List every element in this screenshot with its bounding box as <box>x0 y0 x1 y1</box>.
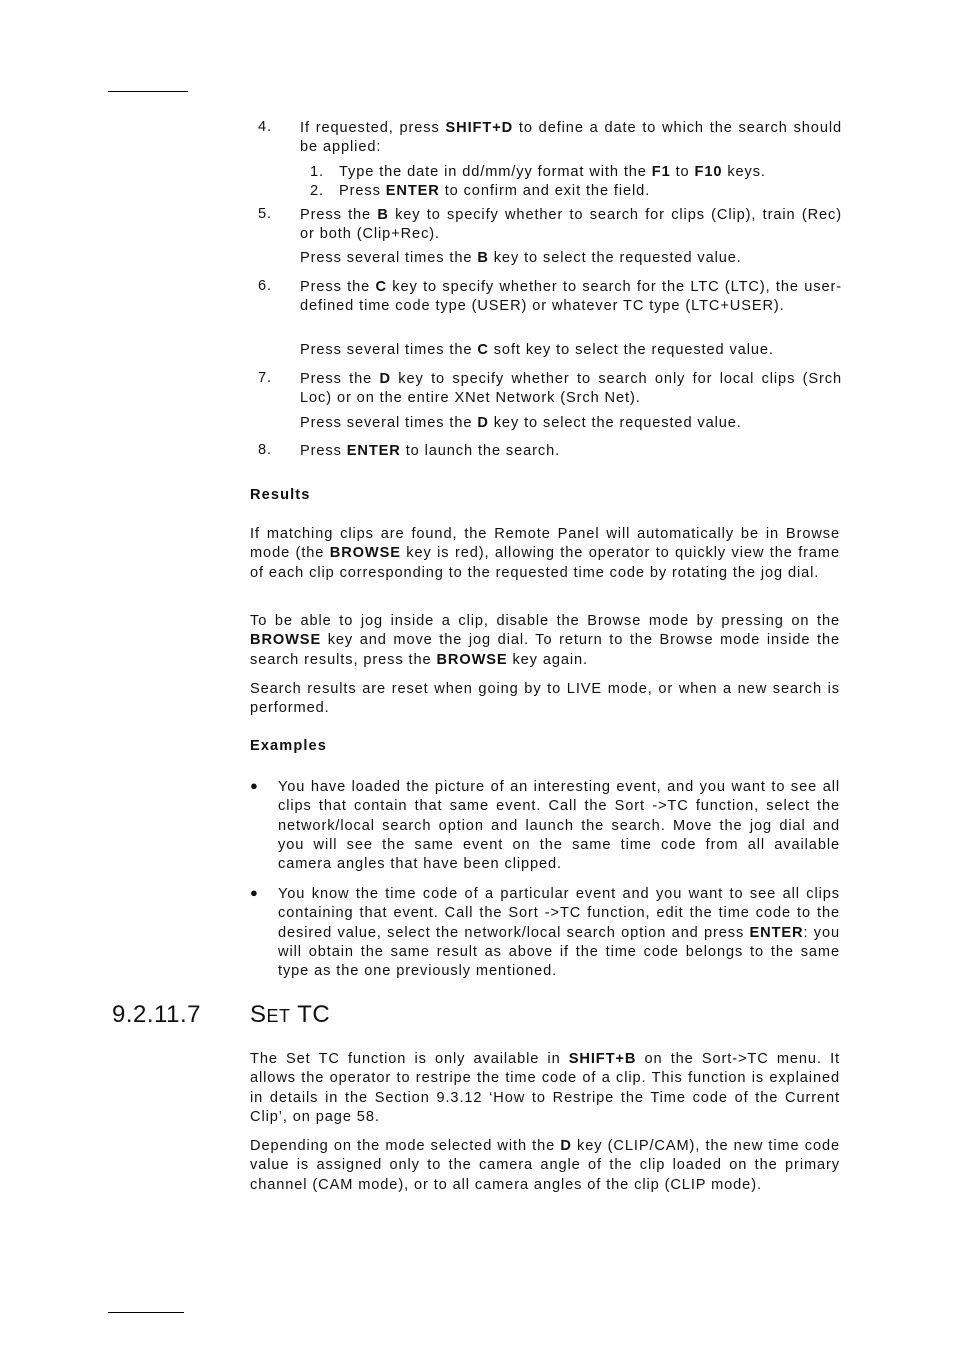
section-title <box>250 1001 330 1029</box>
header-rule <box>108 91 188 92</box>
step-number: 5. <box>258 206 272 222</box>
footer-rule <box>108 1312 184 1313</box>
text: to define a date to which the search should be applied: <box>300 120 842 156</box>
text: If matching clips are found, the Remote Panel will automatically be in Browse mode (the <box>250 526 840 562</box>
step-text <box>300 278 842 317</box>
bullet-icon: ● <box>250 885 259 900</box>
step-text <box>300 119 842 158</box>
text: key to specify whether to search for clips (Clip), train (Rec) or both (Clip+Rec). <box>300 207 842 243</box>
text: key again. <box>507 651 588 668</box>
text: The Set TC function is only available in <box>250 1051 569 1067</box>
step-note <box>300 249 842 268</box>
text: : you will obtain the same result as above if the time code belongs to the same type as the one previously mentioned. <box>278 924 841 980</box>
key-name: BROWSE <box>329 545 401 562</box>
text: key (CLIP/CAM), the new time code value is assigned only to the camera angle of the clip loaded on the primary channel (CAM mode), or to all camera angles of the clip (CLIP mode). <box>250 1138 840 1193</box>
text: keys. <box>722 164 766 180</box>
key-name: C <box>477 342 489 358</box>
text: Press the <box>300 371 380 387</box>
text: S <box>250 1001 267 1028</box>
text: ET <box>266 1006 291 1026</box>
key-name: D <box>379 371 391 387</box>
text: You know the time code of a particular event and you want to see all clips containing that event. Call the Sort ->TC function, edit the time code to the desired value, select the network/local search option and press <box>278 886 840 941</box>
text: key to specify whether to search for the LTC (LTC), the user-defined time code type (USER) or whatever TC type (LTC+USER). <box>300 279 842 315</box>
step-text <box>300 206 842 245</box>
examples-heading: Examples <box>250 738 327 754</box>
substep-text <box>339 163 766 182</box>
key-name: F10 <box>694 164 723 180</box>
text: key to select the requested value. <box>488 415 742 431</box>
step-note <box>300 414 842 433</box>
key-name: D <box>477 415 489 431</box>
key-name: C <box>375 279 387 295</box>
key-name: SHIFT+B <box>568 1051 637 1067</box>
step-number: 6. <box>258 278 272 294</box>
step-number: 7. <box>258 370 272 386</box>
key-name: ENTER <box>749 924 804 941</box>
text: key and move the jog dial. To return to the Browse mode inside the search results, press the <box>250 632 840 668</box>
text: key is red), allowing the operator to quickly view the frame of each clip corresponding to the requested time code by rotating the jog dial. <box>250 545 840 581</box>
key-name: D <box>560 1138 572 1154</box>
text: Type the date in dd/mm/yy format with the <box>339 164 652 180</box>
bullet-icon: ● <box>250 778 259 793</box>
text: Press the <box>300 279 376 295</box>
text: key to select the requested value. <box>488 250 742 266</box>
section-number: 9.2.11.7 <box>112 1001 201 1028</box>
section-paragraph-2 <box>250 1137 840 1195</box>
text: on the Sort->TC menu. It allows the operator to restripe the time code of a clip. This function is explained in details in the Section 9.3.12 ‘How to Restripe the Time code of the Current Clip’, on page 58. <box>250 1051 840 1125</box>
key-name: F1 <box>651 164 671 180</box>
text: to launch the search. <box>400 443 561 459</box>
key-name: SHIFT+D <box>445 120 514 136</box>
text: Press several times the <box>300 415 478 431</box>
text: key to specify whether to search only for local clips (Srch Loc) or on the entire XNet Network (Srch Net). <box>300 371 842 407</box>
text: Press <box>300 443 347 459</box>
step-text <box>300 370 842 409</box>
text: Press several times the <box>300 250 478 266</box>
text: If requested, press <box>300 120 446 136</box>
example-text <box>278 885 840 981</box>
text: Press several times the <box>300 342 478 358</box>
text: Press the <box>300 207 378 223</box>
text: Depending on the mode selected with the <box>250 1138 561 1154</box>
results-paragraph-1 <box>250 525 840 583</box>
results-paragraph-3: Search results are reset when going by to LIVE mode, or when a new search is performed. <box>250 681 840 717</box>
key-name: BROWSE <box>436 651 508 668</box>
key-name: ENTER <box>346 443 401 459</box>
key-name: BROWSE <box>250 632 322 649</box>
substep-text <box>339 182 650 201</box>
substep-number: 1. <box>310 164 324 180</box>
text: to confirm and exit the field. <box>439 183 651 199</box>
step-number: 8. <box>258 442 272 458</box>
text: to <box>670 164 695 180</box>
text: To be able to jog inside a clip, disable the Browse mode by pressing on the <box>250 613 840 629</box>
text: soft key to select the requested value. <box>488 342 774 358</box>
results-paragraph-2 <box>250 612 840 670</box>
section-paragraph-1 <box>250 1050 840 1127</box>
key-name: ENTER <box>385 183 440 199</box>
key-name: B <box>377 207 389 223</box>
step-text <box>300 442 842 461</box>
step-number: 4. <box>258 119 272 135</box>
key-name: B <box>477 250 489 266</box>
text: Press <box>339 183 386 199</box>
step-note <box>300 341 842 360</box>
example-text: You have loaded the picture of an interesting event, and you want to see all clips that contain that same event. Call the Sort ->TC function, select the network/local search option and launch the search. Move the jog dial and you will see the same event on the same time code from all available camera angles that have been clipped. <box>278 779 840 873</box>
substep-number: 2. <box>310 183 324 199</box>
results-heading: Results <box>250 487 311 503</box>
text: TC <box>290 1001 331 1028</box>
